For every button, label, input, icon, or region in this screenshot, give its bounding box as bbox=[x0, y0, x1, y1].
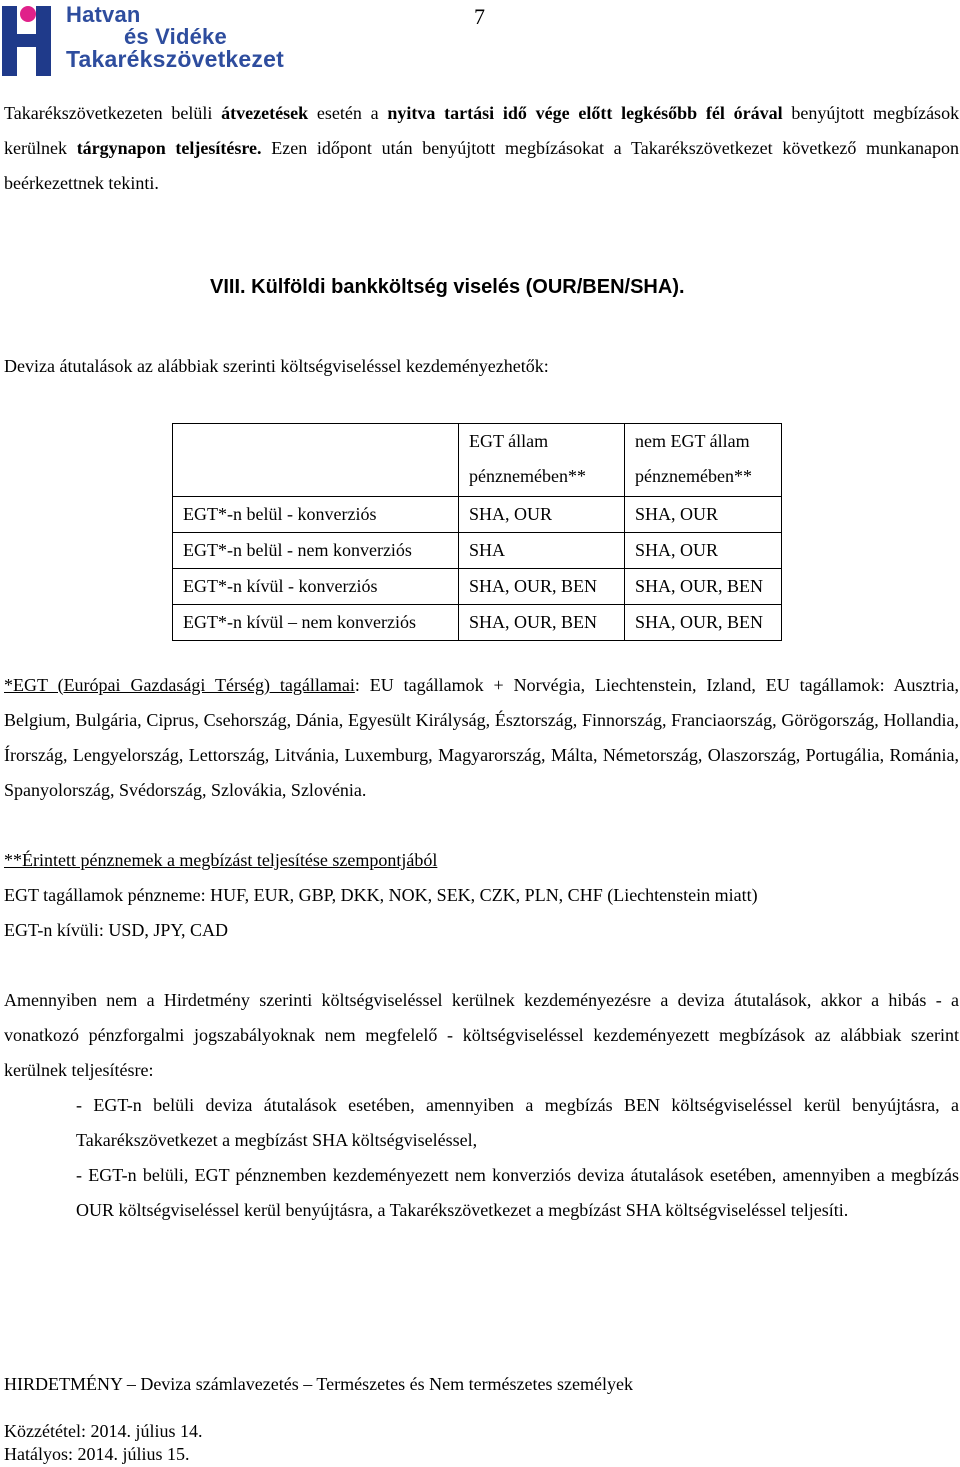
intro-text-2: esetén a bbox=[316, 103, 379, 123]
intro-bold-2: nyitva tartási idő vége előtt legkésőbb fél órával bbox=[387, 103, 783, 123]
table-cell: SHA bbox=[459, 533, 625, 569]
header-non-egt-line-1: nem EGT állam bbox=[635, 431, 750, 451]
table-cell: SHA, OUR, BEN bbox=[625, 605, 782, 641]
logo-text-hatvan: Hatvan bbox=[66, 2, 141, 27]
egt-member-states-note bbox=[4, 668, 959, 808]
header-egt-line-1: EGT állam bbox=[469, 431, 549, 451]
currency-note-egt: EGT tagállamok pénzneme: HUF, EUR, GBP, DKK, NOK, SEK, CZK, PLN, CHF (Liechtenstein miatt) bbox=[4, 885, 758, 905]
table-cell: SHA, OUR, BEN bbox=[625, 569, 782, 605]
footer-published-date: Közzététel: 2014. július 14. bbox=[4, 1421, 203, 1441]
logo-text-es-videke: és Vidéke bbox=[124, 24, 227, 49]
cost-bearing-table bbox=[172, 423, 782, 641]
section-title: VIII. Külföldi bankköltség viselés (OUR/BEN/SHA). bbox=[210, 276, 685, 298]
logo-text-takarekszovetkezet: Takarékszövetkezet bbox=[66, 46, 284, 72]
table-cell: EGT*-n kívül – nem konverziós bbox=[173, 605, 459, 641]
table-cell: EGT*-n kívül - konverziós bbox=[173, 569, 459, 605]
intro-text-4: Ezen időpont után benyújtott megbízásokat a Takarékszövetkezet következő munkanapon beérkezettnek tekinti. bbox=[4, 138, 960, 193]
table-row bbox=[173, 533, 782, 569]
bank-logo bbox=[2, 2, 302, 80]
header-egt-line-2: pénznemében** bbox=[469, 466, 586, 486]
header-non-egt-line-2: pénznemében** bbox=[635, 466, 752, 486]
footer-effective-date: Hatályos: 2014. július 15. bbox=[4, 1444, 190, 1464]
table-cell: SHA, OUR bbox=[459, 497, 625, 533]
intro-text-1: Takarékszövetkezeten belüli bbox=[4, 103, 213, 123]
table-cell: SHA, OUR, BEN bbox=[459, 605, 625, 641]
currency-note bbox=[4, 843, 959, 948]
list-item: - EGT-n belüli, EGT pénznemben kezdeményezett nem konverziós deviza átutalások esetében, amennyiben a megbízás OUR költségviseléssel kerül benyújtásra, a Takarékszövetkezet a megbízást SHA költségviseléssel teljesíti. bbox=[76, 1165, 959, 1220]
intro-paragraph bbox=[4, 96, 959, 201]
table-row bbox=[173, 497, 782, 533]
currency-note-non-egt: EGT-n kívüli: USD, JPY, CAD bbox=[4, 920, 229, 940]
intro-bold-1: átvezetések bbox=[221, 103, 309, 123]
table-header-egt bbox=[459, 424, 625, 497]
egt-note-colon: : bbox=[354, 675, 360, 695]
intro-text-3: benyújtott megbízások kerülnek bbox=[4, 103, 960, 158]
page-number: 7 bbox=[474, 4, 485, 29]
table-cell: EGT*-n belül - nem konverziós bbox=[173, 533, 459, 569]
table-intro: Deviza átutalások az alábbiak szerinti költségviseléssel kezdeményezhetők: bbox=[4, 356, 549, 376]
table-header-row bbox=[173, 424, 782, 497]
table-row bbox=[173, 605, 782, 641]
list-item: - EGT-n belüli deviza átutalások esetében, amennyiben a megbízás BEN költségviseléssel kerül benyújtásra, a Takarékszövetkezet a megbízást SHA költségviseléssel, bbox=[76, 1095, 959, 1150]
table-cell: SHA, OUR, BEN bbox=[459, 569, 625, 605]
logo-mark-icon bbox=[2, 2, 60, 78]
intro-bold-3: tárgynapon teljesítésre. bbox=[76, 138, 262, 158]
table-header-non-egt bbox=[625, 424, 782, 497]
table-row bbox=[173, 569, 782, 605]
fallback-paragraph: Amennyiben nem a Hirdetmény szerinti költségviseléssel kerülnek kezdeményezésre a deviza átutalások, akkor a hibás - a vonatkozó pénzforgalmi jogszabályoknak nem megfelelő - költségviseléssel kezdeményezett megbízások az alábbiak szerint kerülnek teljesítésre: bbox=[4, 990, 959, 1080]
egt-note-text: EU tagállamok + Norvégia, Liechtenstein, Izland, EU tagállamok: Ausztria, Belgium, Bulgária, Ciprus, Csehország, Dánia, Egyesült Királyság, Észtország, Finnország, Franciaország, Görögország, Hollandia, Írország, Lengyelország, Lettország, Litvánia, Luxemburg, Magyarország, Málta, Németország, Olaszország, Portugália, Románia, Spanyolország, Svédország, Szlovákia, Szlovénia. bbox=[4, 675, 960, 800]
table-header-empty bbox=[173, 424, 459, 497]
table-cell: SHA, OUR bbox=[625, 497, 782, 533]
table-cell: EGT*-n belül - konverziós bbox=[173, 497, 459, 533]
currency-note-heading: **Érintett pénznemek a megbízást teljesítése szempontjából bbox=[4, 850, 438, 870]
table-cell: SHA, OUR bbox=[625, 533, 782, 569]
footer-title: HIRDETMÉNY – Deviza számlavezetés – Természetes és Nem természetes személyek bbox=[4, 1374, 633, 1394]
egt-note-lead: *EGT (Európai Gazdasági Térség) tagállamai bbox=[4, 675, 355, 695]
